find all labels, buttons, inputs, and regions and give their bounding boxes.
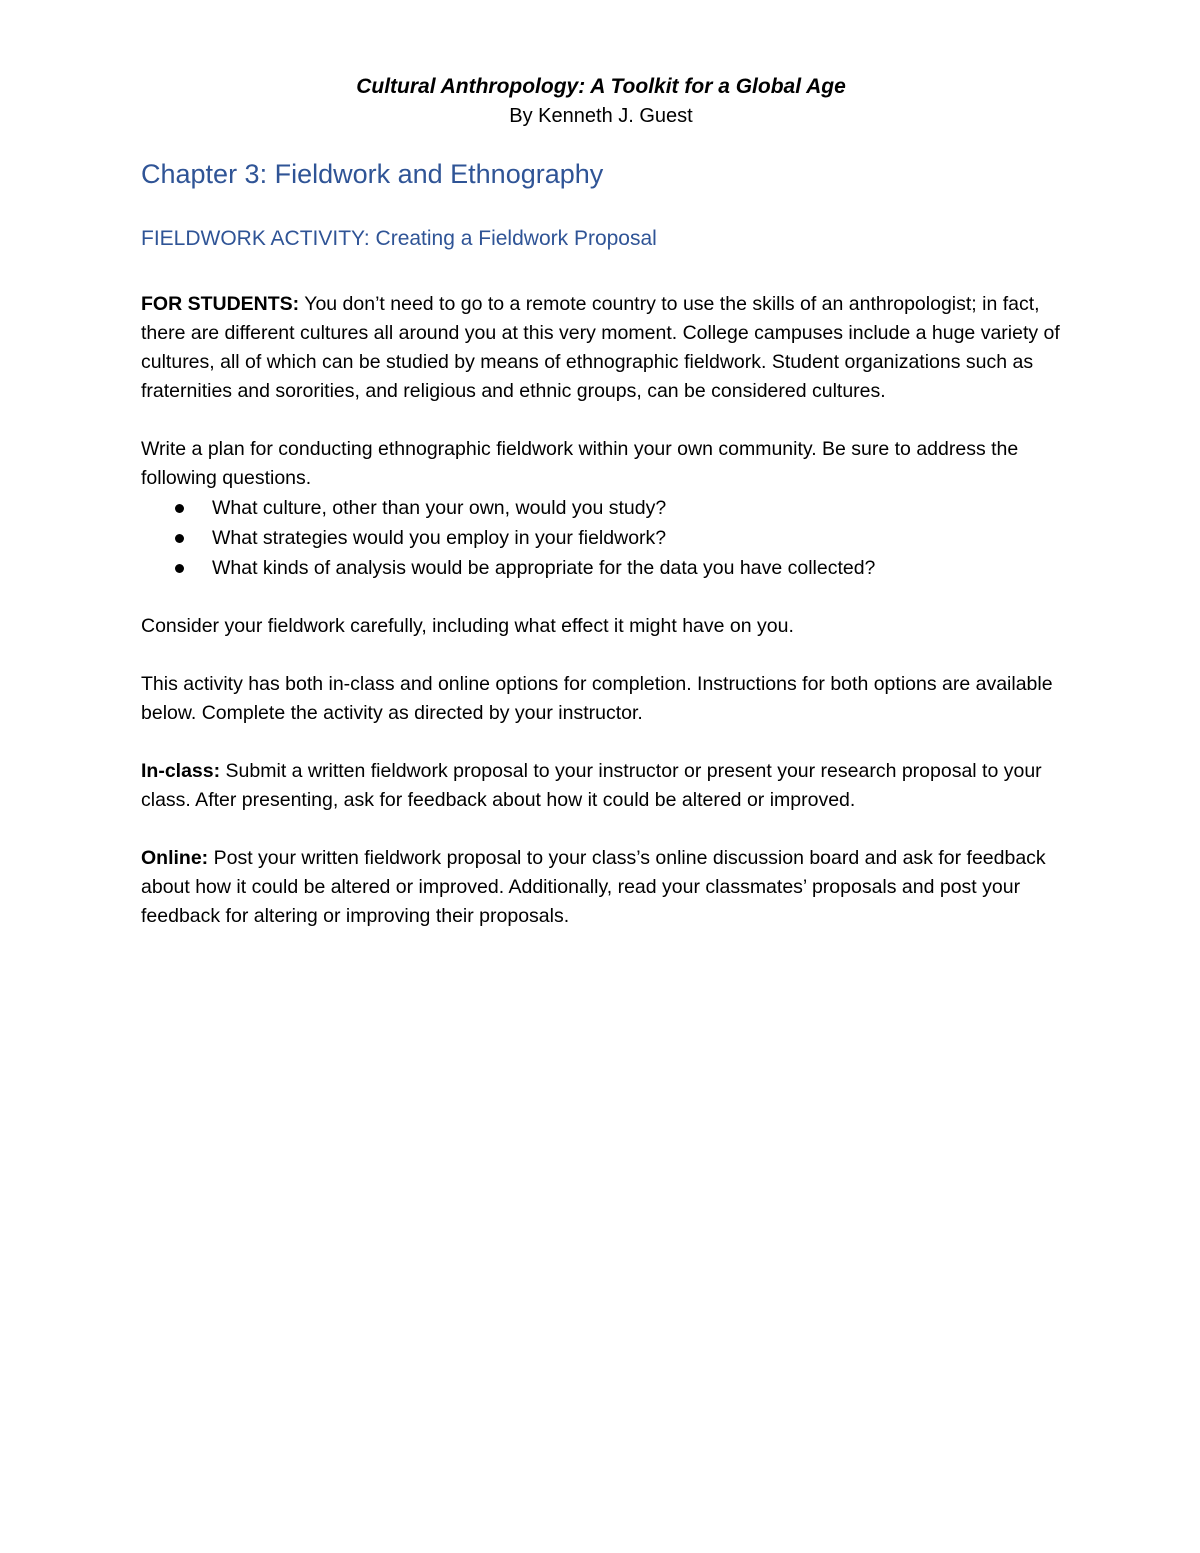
online-label: Online: xyxy=(141,847,209,869)
list-item xyxy=(141,493,1061,523)
bullet-icon xyxy=(175,504,184,513)
online-paragraph xyxy=(141,844,1061,931)
for-students-label: FOR STUDENTS: xyxy=(141,293,300,315)
for-students-text: You don’t need to go to a remote country to use the skills of an anthropologist; in fact, there are different cultures all around you at this very moment. College campuses include a huge variety of cultures, all of which can be studied by means of ethnographic fieldwork. Student organizations such as fraternities and sororities, and religious and ethnic groups, can be considered cultures. xyxy=(141,293,1060,402)
question-list xyxy=(141,493,1061,583)
in-class-label: In-class: xyxy=(141,760,221,782)
consider-paragraph: Consider your fieldwork carefully, including what effect it might have on you. xyxy=(141,615,794,637)
bullet-icon xyxy=(175,534,184,543)
document-body xyxy=(141,72,1061,931)
activity-heading: FIELDWORK ACTIVITY: Creating a Fieldwork Proposal xyxy=(141,227,657,250)
online-text: Post your written fieldwork proposal to your class’s online discussion board and ask for feedback about how it could be altered or improved. Additionally, read your classmates’ proposals and post your feedback for altering or improving their proposals. xyxy=(141,847,1046,927)
in-class-paragraph xyxy=(141,757,1061,815)
options-intro-paragraph: This activity has both in-class and online options for completion. Instructions for both options are available below. Complete the activity as directed by your instructor. xyxy=(141,673,1053,724)
bullet-icon xyxy=(175,564,184,573)
in-class-text: Submit a written fieldwork proposal to your instructor or present your research proposal to your class. After presenting, ask for feedback about how it could be altered or improved. xyxy=(141,760,1042,811)
book-title: Cultural Anthropology: A Toolkit for a Global Age xyxy=(356,75,846,98)
list-item xyxy=(141,523,1061,553)
chapter-heading: Chapter 3: Fieldwork and Ethnography xyxy=(141,159,604,189)
book-author: By Kenneth J. Guest xyxy=(509,105,693,127)
plan-intro-paragraph: Write a plan for conducting ethnographic fieldwork within your own community. Be sure to address the following questions. xyxy=(141,438,1019,489)
question-text: What strategies would you employ in your fieldwork? xyxy=(212,527,667,549)
for-students-paragraph xyxy=(141,290,1061,406)
question-text: What culture, other than your own, would you study? xyxy=(212,497,667,519)
question-text: What kinds of analysis would be appropriate for the data you have collected? xyxy=(212,557,876,579)
list-item xyxy=(141,553,1061,583)
